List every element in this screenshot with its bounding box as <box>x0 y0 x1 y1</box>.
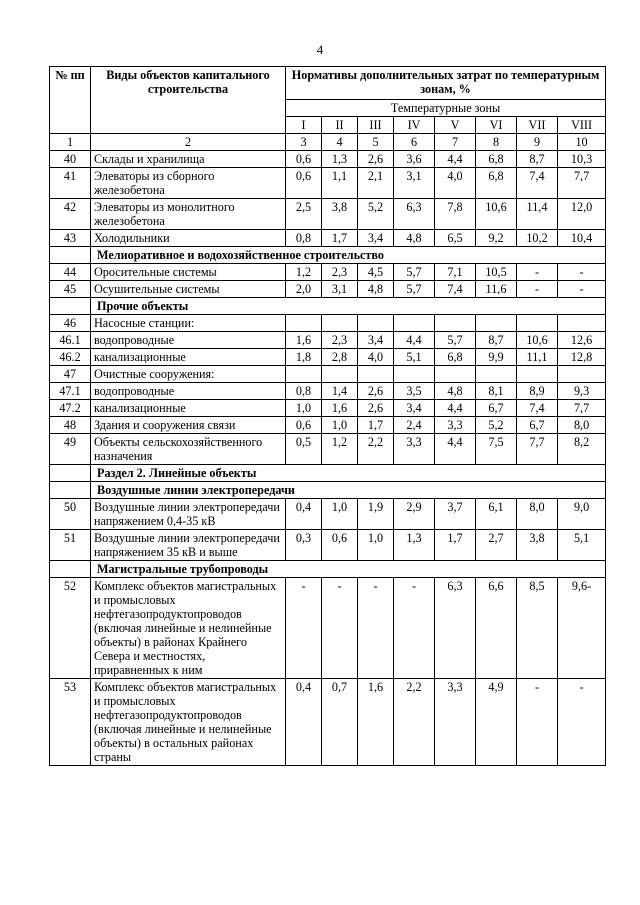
norm-value: 7,7 <box>558 400 606 417</box>
norm-value: 4,8 <box>358 281 394 298</box>
norm-value: 8,2 <box>558 434 606 465</box>
header-zones-label: Температурные зоны <box>286 100 606 117</box>
section-row <box>50 247 606 264</box>
row-number: 46 <box>50 315 91 332</box>
norm-value: 6,7 <box>476 400 517 417</box>
norm-value: 0,8 <box>286 383 322 400</box>
norm-value: 2,2 <box>394 679 435 766</box>
norm-value: 9,3 <box>558 383 606 400</box>
column-number: 2 <box>91 134 286 151</box>
section-title: Прочие объекты <box>91 298 606 315</box>
table-row <box>50 434 606 465</box>
norm-value: 6,8 <box>476 151 517 168</box>
norm-value: 4,4 <box>435 400 476 417</box>
object-type: Воздушные линии электропередачи напряжением 0,4-35 кВ <box>91 499 286 530</box>
column-number: 5 <box>358 134 394 151</box>
object-type: Склады и хранилища <box>91 151 286 168</box>
section-title: Воздушные линии электропередачи <box>91 482 606 499</box>
section-row <box>50 561 606 578</box>
norm-value: - <box>558 264 606 281</box>
norm-value: 8,5 <box>517 578 558 679</box>
section-num-cell <box>50 465 91 482</box>
norm-value: 8,7 <box>476 332 517 349</box>
norm-value: 2,1 <box>358 168 394 199</box>
object-type: водопроводные <box>91 332 286 349</box>
norm-value: 0,7 <box>322 679 358 766</box>
norm-value <box>517 366 558 383</box>
table-row <box>50 264 606 281</box>
norm-value <box>558 315 606 332</box>
norm-value <box>394 315 435 332</box>
column-number: 4 <box>322 134 358 151</box>
object-type: Холодильники <box>91 230 286 247</box>
norm-value: 10,6 <box>476 199 517 230</box>
norm-value: 6,8 <box>435 349 476 366</box>
norm-value: 3,7 <box>435 499 476 530</box>
norm-value: 5,7 <box>435 332 476 349</box>
section-row <box>50 482 606 499</box>
norm-value: 1,7 <box>435 530 476 561</box>
row-number: 40 <box>50 151 91 168</box>
norm-value: 5,7 <box>394 264 435 281</box>
row-number: 45 <box>50 281 91 298</box>
norm-value: 2,9 <box>394 499 435 530</box>
object-type: Объекты сельскохозяйственного назначения <box>91 434 286 465</box>
section-num-cell <box>50 247 91 264</box>
norm-value: 8,7 <box>517 151 558 168</box>
norm-value: 7,5 <box>476 434 517 465</box>
norm-value: 4,4 <box>435 151 476 168</box>
section-row <box>50 465 606 482</box>
norm-value: - <box>322 578 358 679</box>
row-number: 48 <box>50 417 91 434</box>
table-row <box>50 417 606 434</box>
norm-value: 1,1 <box>322 168 358 199</box>
norm-value: 5,1 <box>558 530 606 561</box>
norm-value: 1,7 <box>358 417 394 434</box>
row-number: 53 <box>50 679 91 766</box>
norm-value: 5,2 <box>476 417 517 434</box>
column-number: 1 <box>50 134 91 151</box>
column-number: 7 <box>435 134 476 151</box>
norm-value: 1,3 <box>394 530 435 561</box>
norm-value: 1,3 <box>322 151 358 168</box>
object-type: Комплекс объектов магистральных и промысловых нефтегазопродуктопроводов (включая линейные и нелинейные объекты) в остальных районах страны <box>91 679 286 766</box>
norm-value: 10,6 <box>517 332 558 349</box>
norm-value: - <box>517 264 558 281</box>
norm-value: 1,8 <box>286 349 322 366</box>
row-number: 47.1 <box>50 383 91 400</box>
norm-value: 0,6 <box>286 417 322 434</box>
zone-header: VII <box>517 117 558 134</box>
norm-value: 3,6 <box>394 151 435 168</box>
table-row <box>50 332 606 349</box>
norm-value: 3,8 <box>322 199 358 230</box>
norm-value: 1,2 <box>286 264 322 281</box>
zone-header: VIII <box>558 117 606 134</box>
zone-header: III <box>358 117 394 134</box>
norm-value: 6,7 <box>517 417 558 434</box>
object-type: Насосные станции: <box>91 315 286 332</box>
table-row <box>50 530 606 561</box>
norm-value: 7,1 <box>435 264 476 281</box>
row-number: 44 <box>50 264 91 281</box>
norm-value: 1,6 <box>286 332 322 349</box>
norm-value: 10,2 <box>517 230 558 247</box>
norm-value: 2,0 <box>286 281 322 298</box>
norm-value: 5,1 <box>394 349 435 366</box>
column-number: 3 <box>286 134 322 151</box>
header-col-type: Виды объектов капитального строительства <box>91 67 286 134</box>
norm-value: 6,5 <box>435 230 476 247</box>
norm-value: 12,8 <box>558 349 606 366</box>
row-number: 42 <box>50 199 91 230</box>
row-number: 41 <box>50 168 91 199</box>
norm-value <box>435 315 476 332</box>
norm-value: 3,3 <box>435 679 476 766</box>
object-type: Здания и сооружения связи <box>91 417 286 434</box>
norm-value: 10,5 <box>476 264 517 281</box>
object-type: водопроводные <box>91 383 286 400</box>
zone-header: IV <box>394 117 435 134</box>
norm-value <box>286 315 322 332</box>
norm-value: 9,2 <box>476 230 517 247</box>
norm-value: 11,6 <box>476 281 517 298</box>
norm-value: 7,7 <box>517 434 558 465</box>
norm-value: 2,5 <box>286 199 322 230</box>
norm-value: 6,3 <box>394 199 435 230</box>
norm-value: 3,1 <box>394 168 435 199</box>
norm-value: 4,8 <box>435 383 476 400</box>
norm-value <box>435 366 476 383</box>
norm-value: 1,4 <box>322 383 358 400</box>
page-number: 4 <box>316 42 324 57</box>
norm-value <box>394 366 435 383</box>
norm-value: 0,6 <box>322 530 358 561</box>
norm-value: 1,6 <box>322 400 358 417</box>
norm-value: 3,4 <box>358 332 394 349</box>
norm-value: - <box>394 578 435 679</box>
norm-value: 12,0 <box>558 199 606 230</box>
norm-value: 3,8 <box>517 530 558 561</box>
norm-value: 2,3 <box>322 332 358 349</box>
section-num-cell <box>50 298 91 315</box>
object-type: Оросительные системы <box>91 264 286 281</box>
row-number: 47 <box>50 366 91 383</box>
norms-table <box>49 66 606 766</box>
norm-value: 9,0 <box>558 499 606 530</box>
norm-value: 6,6 <box>476 578 517 679</box>
norm-value: 8,0 <box>517 499 558 530</box>
norm-value: - <box>517 281 558 298</box>
row-number: 52 <box>50 578 91 679</box>
zone-header: II <box>322 117 358 134</box>
norm-value: 8,9 <box>517 383 558 400</box>
row-number: 46.1 <box>50 332 91 349</box>
norm-value: - <box>558 281 606 298</box>
norm-value: 2,6 <box>358 151 394 168</box>
norm-value: 2,8 <box>322 349 358 366</box>
norm-value: 1,6 <box>358 679 394 766</box>
norm-value: 3,4 <box>394 400 435 417</box>
norm-value: 0,5 <box>286 434 322 465</box>
column-number: 6 <box>394 134 435 151</box>
norm-value: 7,4 <box>517 400 558 417</box>
norm-value: 4,4 <box>435 434 476 465</box>
table-row <box>50 499 606 530</box>
section-title: Раздел 2. Линейные объекты <box>91 465 606 482</box>
row-number: 51 <box>50 530 91 561</box>
norm-value: 0,6 <box>286 151 322 168</box>
table-row <box>50 199 606 230</box>
norm-value: 6,3 <box>435 578 476 679</box>
norm-value: 5,2 <box>358 199 394 230</box>
norm-value: 4,9 <box>476 679 517 766</box>
norm-value: 0,4 <box>286 499 322 530</box>
table-row <box>50 383 606 400</box>
zone-header: VI <box>476 117 517 134</box>
norm-value: 4,0 <box>358 349 394 366</box>
norm-value <box>322 366 358 383</box>
object-type: канализационные <box>91 349 286 366</box>
norm-value: 2,6 <box>358 383 394 400</box>
norm-value: 0,3 <box>286 530 322 561</box>
section-title: Магистральные трубопроводы <box>91 561 606 578</box>
norm-value: 8,1 <box>476 383 517 400</box>
header-col-norm: Нормативы дополнительных затрат по температурным зонам, % <box>286 67 606 100</box>
norm-value: 3,3 <box>394 434 435 465</box>
norm-value <box>286 366 322 383</box>
norm-value: 6,8 <box>476 168 517 199</box>
object-type: Элеваторы из сборного железобетона <box>91 168 286 199</box>
norm-value: 8,0 <box>558 417 606 434</box>
norm-value: 3,4 <box>358 230 394 247</box>
norm-value: 6,1 <box>476 499 517 530</box>
norm-value: 2,2 <box>358 434 394 465</box>
norm-value <box>322 315 358 332</box>
norm-value: 1,2 <box>322 434 358 465</box>
norm-value <box>558 366 606 383</box>
norm-value: 0,6 <box>286 168 322 199</box>
norm-value: 10,3 <box>558 151 606 168</box>
norm-value <box>517 315 558 332</box>
table-row <box>50 151 606 168</box>
table-row <box>50 578 606 679</box>
norm-value <box>476 315 517 332</box>
norm-value: 2,3 <box>322 264 358 281</box>
norm-value: 3,1 <box>322 281 358 298</box>
norm-value: 5,7 <box>394 281 435 298</box>
norm-value: 1,0 <box>322 499 358 530</box>
table-row <box>50 315 606 332</box>
norm-value: 0,8 <box>286 230 322 247</box>
header-col-num: № пп <box>50 67 91 134</box>
object-type: канализационные <box>91 400 286 417</box>
norm-value: 2,7 <box>476 530 517 561</box>
norm-value: 3,3 <box>435 417 476 434</box>
norm-value: 7,7 <box>558 168 606 199</box>
table-row <box>50 400 606 417</box>
object-type: Очистные сооружения: <box>91 366 286 383</box>
table-row <box>50 349 606 366</box>
norm-value: 0,4 <box>286 679 322 766</box>
norm-value: 1,0 <box>322 417 358 434</box>
norm-value: 1,9 <box>358 499 394 530</box>
norm-value: 11,1 <box>517 349 558 366</box>
norm-value: - <box>358 578 394 679</box>
norm-value <box>358 366 394 383</box>
object-type: Комплекс объектов магистральных и промысловых нефтегазопродуктопроводов (включая линейные и нелинейные объекты) в районах Крайнего Севера и местностях, приравненных к ним <box>91 578 286 679</box>
column-number: 9 <box>517 134 558 151</box>
table-row <box>50 168 606 199</box>
norm-value: - <box>558 679 606 766</box>
norm-value: 1,0 <box>358 530 394 561</box>
norm-value: 7,4 <box>435 281 476 298</box>
column-number: 8 <box>476 134 517 151</box>
norm-value: 4,5 <box>358 264 394 281</box>
norm-value: 2,6 <box>358 400 394 417</box>
norm-value: 1,0 <box>286 400 322 417</box>
norm-value: 10,4 <box>558 230 606 247</box>
table-row <box>50 366 606 383</box>
norm-value: 4,4 <box>394 332 435 349</box>
section-row <box>50 298 606 315</box>
norm-value <box>476 366 517 383</box>
section-num-cell <box>50 482 91 499</box>
row-number: 49 <box>50 434 91 465</box>
object-type: Осушительные системы <box>91 281 286 298</box>
norm-value: 7,4 <box>517 168 558 199</box>
row-number: 47.2 <box>50 400 91 417</box>
norm-value: 3,5 <box>394 383 435 400</box>
norm-value: 12,6 <box>558 332 606 349</box>
table-row <box>50 679 606 766</box>
section-num-cell <box>50 561 91 578</box>
row-number: 46.2 <box>50 349 91 366</box>
norm-value: 7,8 <box>435 199 476 230</box>
row-number: 43 <box>50 230 91 247</box>
table-row <box>50 230 606 247</box>
column-number: 10 <box>558 134 606 151</box>
norm-value: 1,7 <box>322 230 358 247</box>
norm-value: - <box>517 679 558 766</box>
row-number: 50 <box>50 499 91 530</box>
norm-value <box>358 315 394 332</box>
section-title: Мелиоративное и водохозяйственное строительство <box>91 247 606 264</box>
norm-value: 4,0 <box>435 168 476 199</box>
norm-value: 2,4 <box>394 417 435 434</box>
norm-value: - <box>286 578 322 679</box>
norm-value: 9,9 <box>476 349 517 366</box>
norm-value: 4,8 <box>394 230 435 247</box>
object-type: Воздушные линии электропередачи напряжением 35 кВ и выше <box>91 530 286 561</box>
object-type: Элеваторы из монолитного железобетона <box>91 199 286 230</box>
norm-value: 9,6- <box>558 578 606 679</box>
zone-header: I <box>286 117 322 134</box>
zone-header: V <box>435 117 476 134</box>
table-row <box>50 281 606 298</box>
norm-value: 11,4 <box>517 199 558 230</box>
